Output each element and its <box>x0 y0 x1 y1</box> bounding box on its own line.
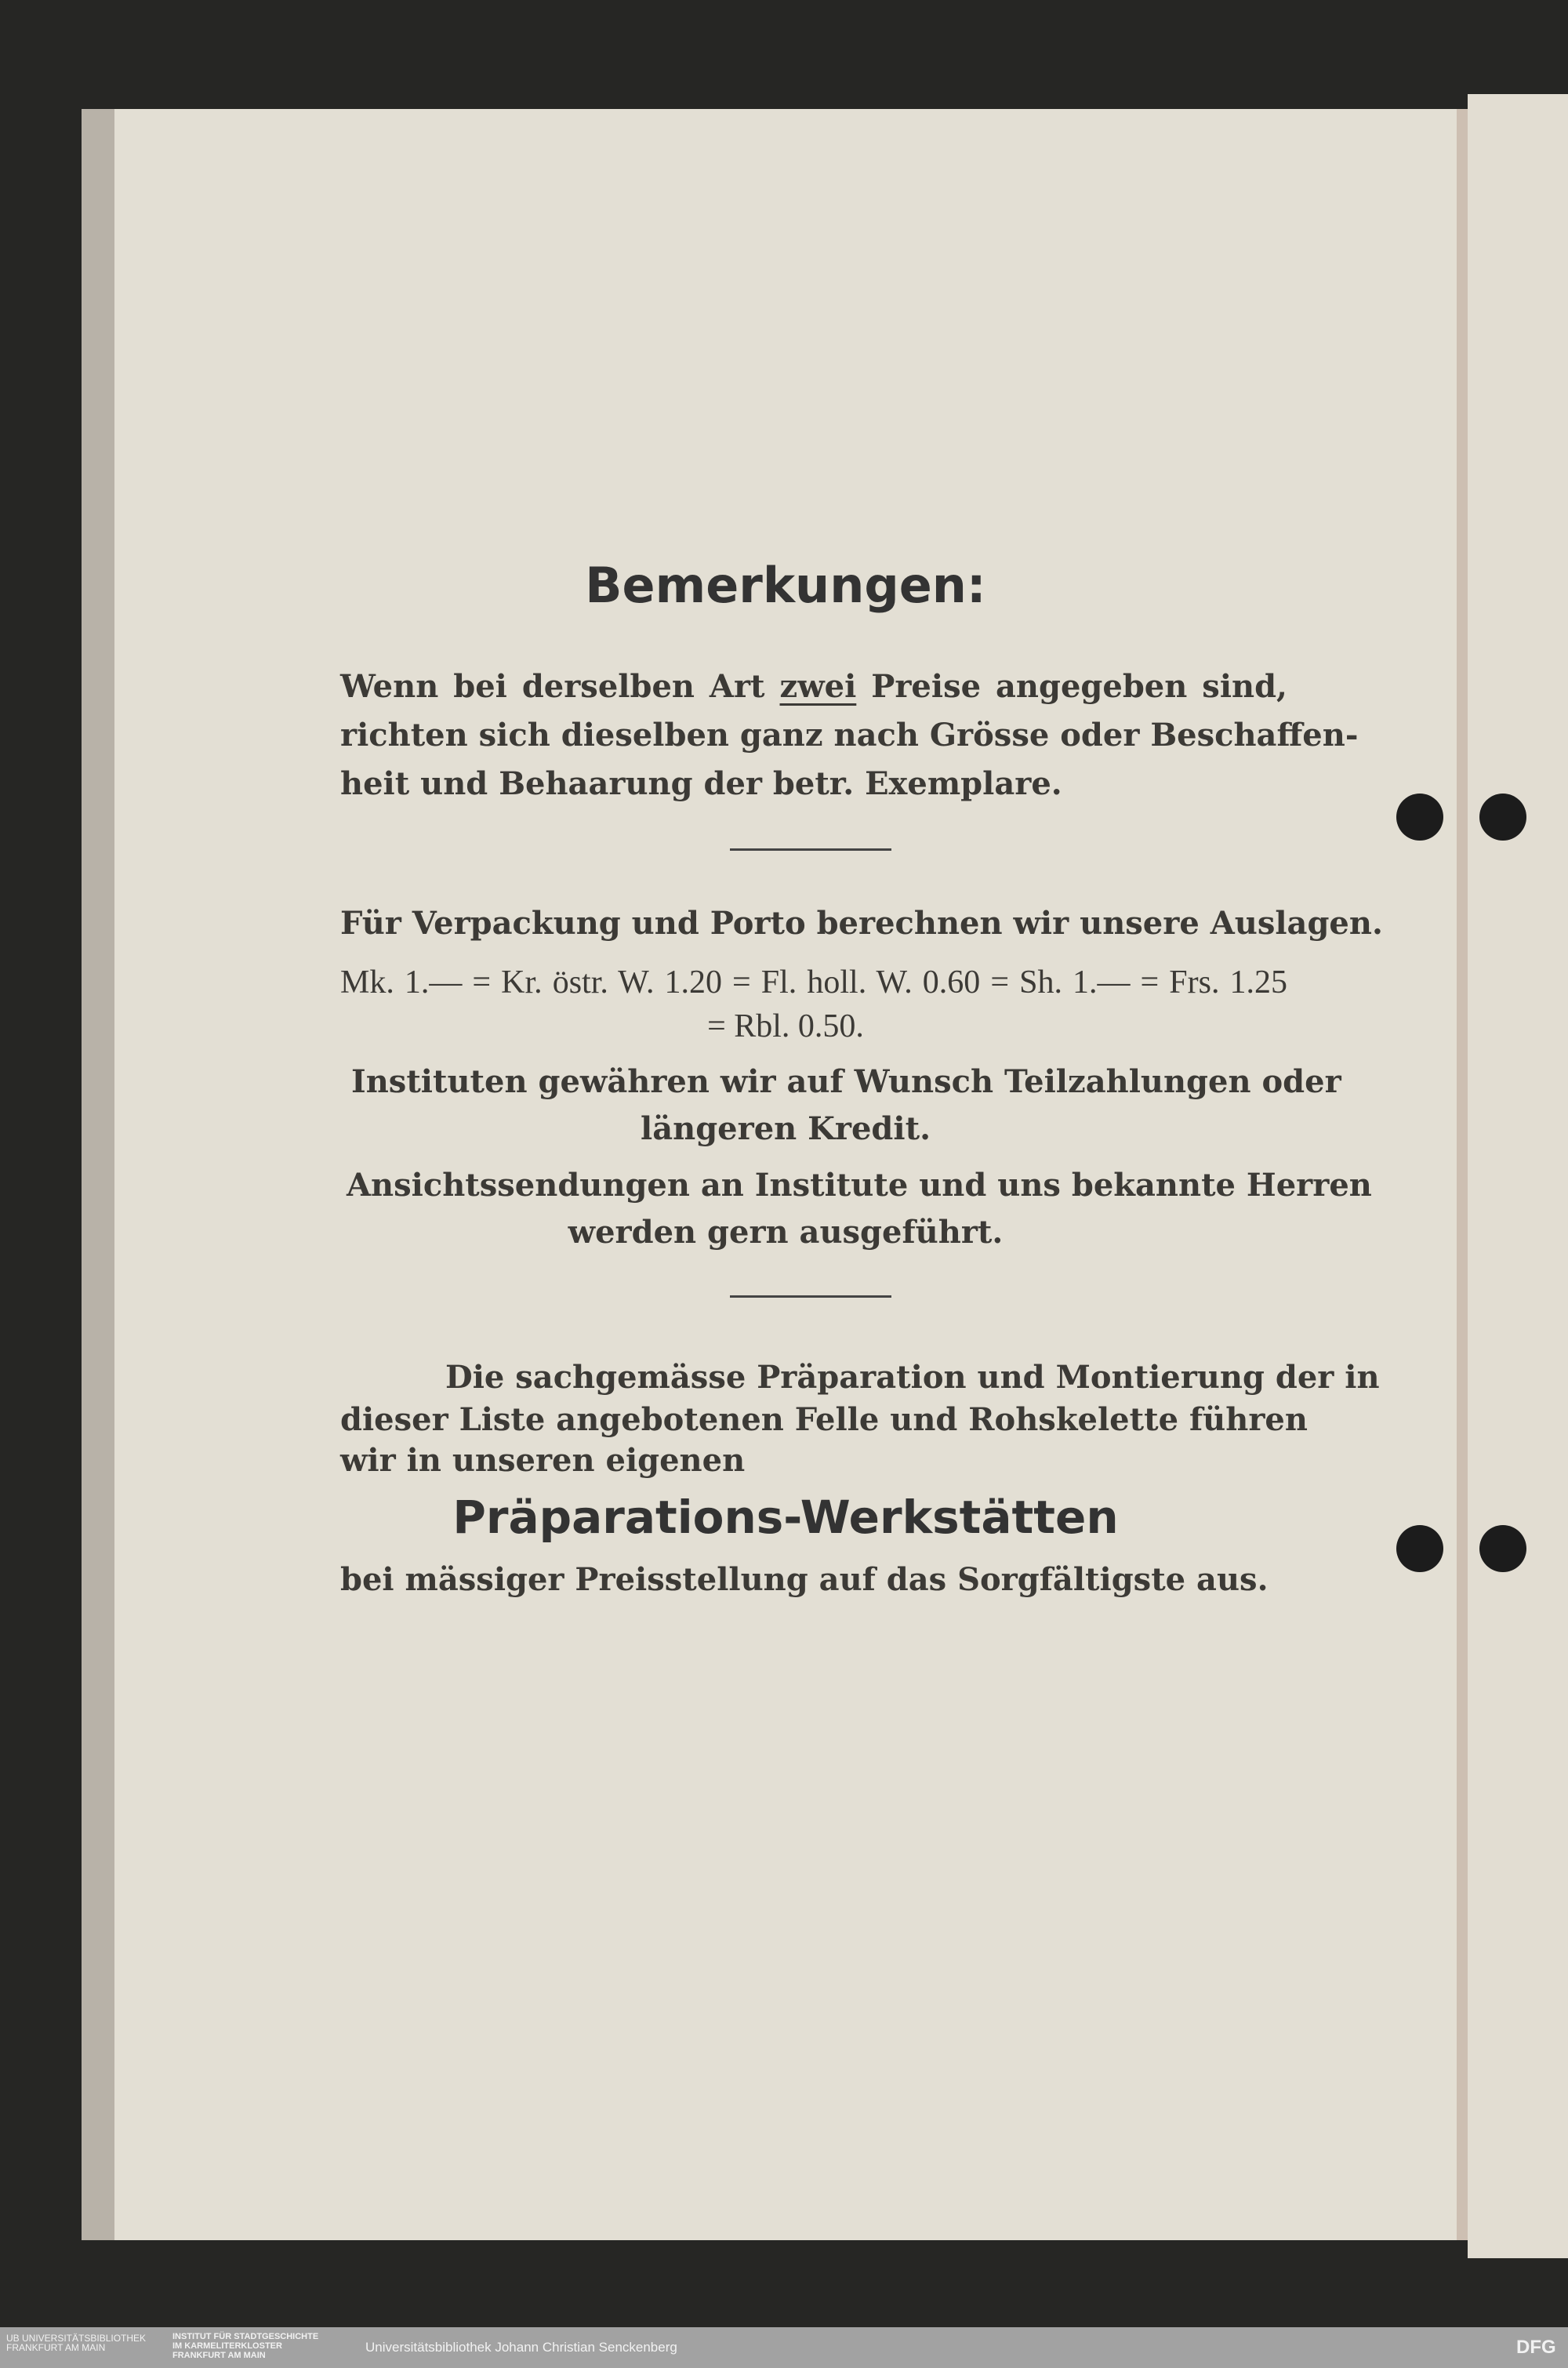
punch-hole <box>1479 1525 1526 1572</box>
dfg-logo[interactable]: DFG <box>1516 2337 1556 2358</box>
text-line: längeren Kredit. <box>641 1110 931 1147</box>
text-line: Wenn bei derselben Art zwei Preise angegeben sind, <box>340 668 1287 705</box>
facing-page <box>1468 94 1568 2258</box>
footer-bar <box>0 2327 1568 2368</box>
page-edge <box>82 109 116 2240</box>
currency-line: Mk. 1.— = Kr. östr. W. 1.20 = Fl. holl. W. 0.60 = Sh. 1.— = Frs. 1.25 <box>340 964 1287 1001</box>
text-line: wir in unseren eigenen <box>340 1442 746 1479</box>
divider <box>730 848 891 851</box>
book-spine <box>1457 109 1468 2240</box>
university-library-logo[interactable]: UB UNIVERSITÄTSBIBLIOTHEK FRANKFURT AM MAIN <box>6 2333 147 2353</box>
institute-logo[interactable]: INSTITUT FÜR STADTGESCHICHTE IM KARMELITERKLOSTER FRANKFURT AM MAIN <box>172 2332 319 2360</box>
punch-hole <box>1396 794 1443 841</box>
text-line: heit und Behaarung der betr. Exemplare. <box>340 765 1062 802</box>
divider <box>730 1295 891 1298</box>
text-line: richten sich dieselben ganz nach Grösse oder Beschaffen- <box>340 717 1359 754</box>
text-line: bei mässiger Preisstellung auf das Sorgfältigste aus. <box>340 1561 1269 1598</box>
punch-hole <box>1479 794 1526 841</box>
workshop-heading: Präparations-Werkstätten <box>452 1491 1119 1544</box>
library-name: Universitätsbibliothek Johann Christian Senckenberg <box>365 2340 677 2355</box>
text-line: Die sachgemässe Präparation und Montierung der in <box>445 1359 1380 1396</box>
text-line: werden gern ausgeführt. <box>568 1214 1004 1251</box>
currency-line: = Rbl. 0.50. <box>707 1008 864 1044</box>
text-line: Ansichtssendungen an Institute und uns bekannte Herren <box>347 1167 1372 1204</box>
page-title: Bemerkungen: <box>585 557 986 614</box>
text-line: Für Verpackung und Porto berechnen wir unsere Auslagen. <box>340 905 1383 942</box>
text-line: Instituten gewähren wir auf Wunsch Teilzahlungen oder <box>351 1063 1341 1100</box>
text-line: dieser Liste angebotenen Felle und Rohskelette führen <box>340 1401 1308 1438</box>
